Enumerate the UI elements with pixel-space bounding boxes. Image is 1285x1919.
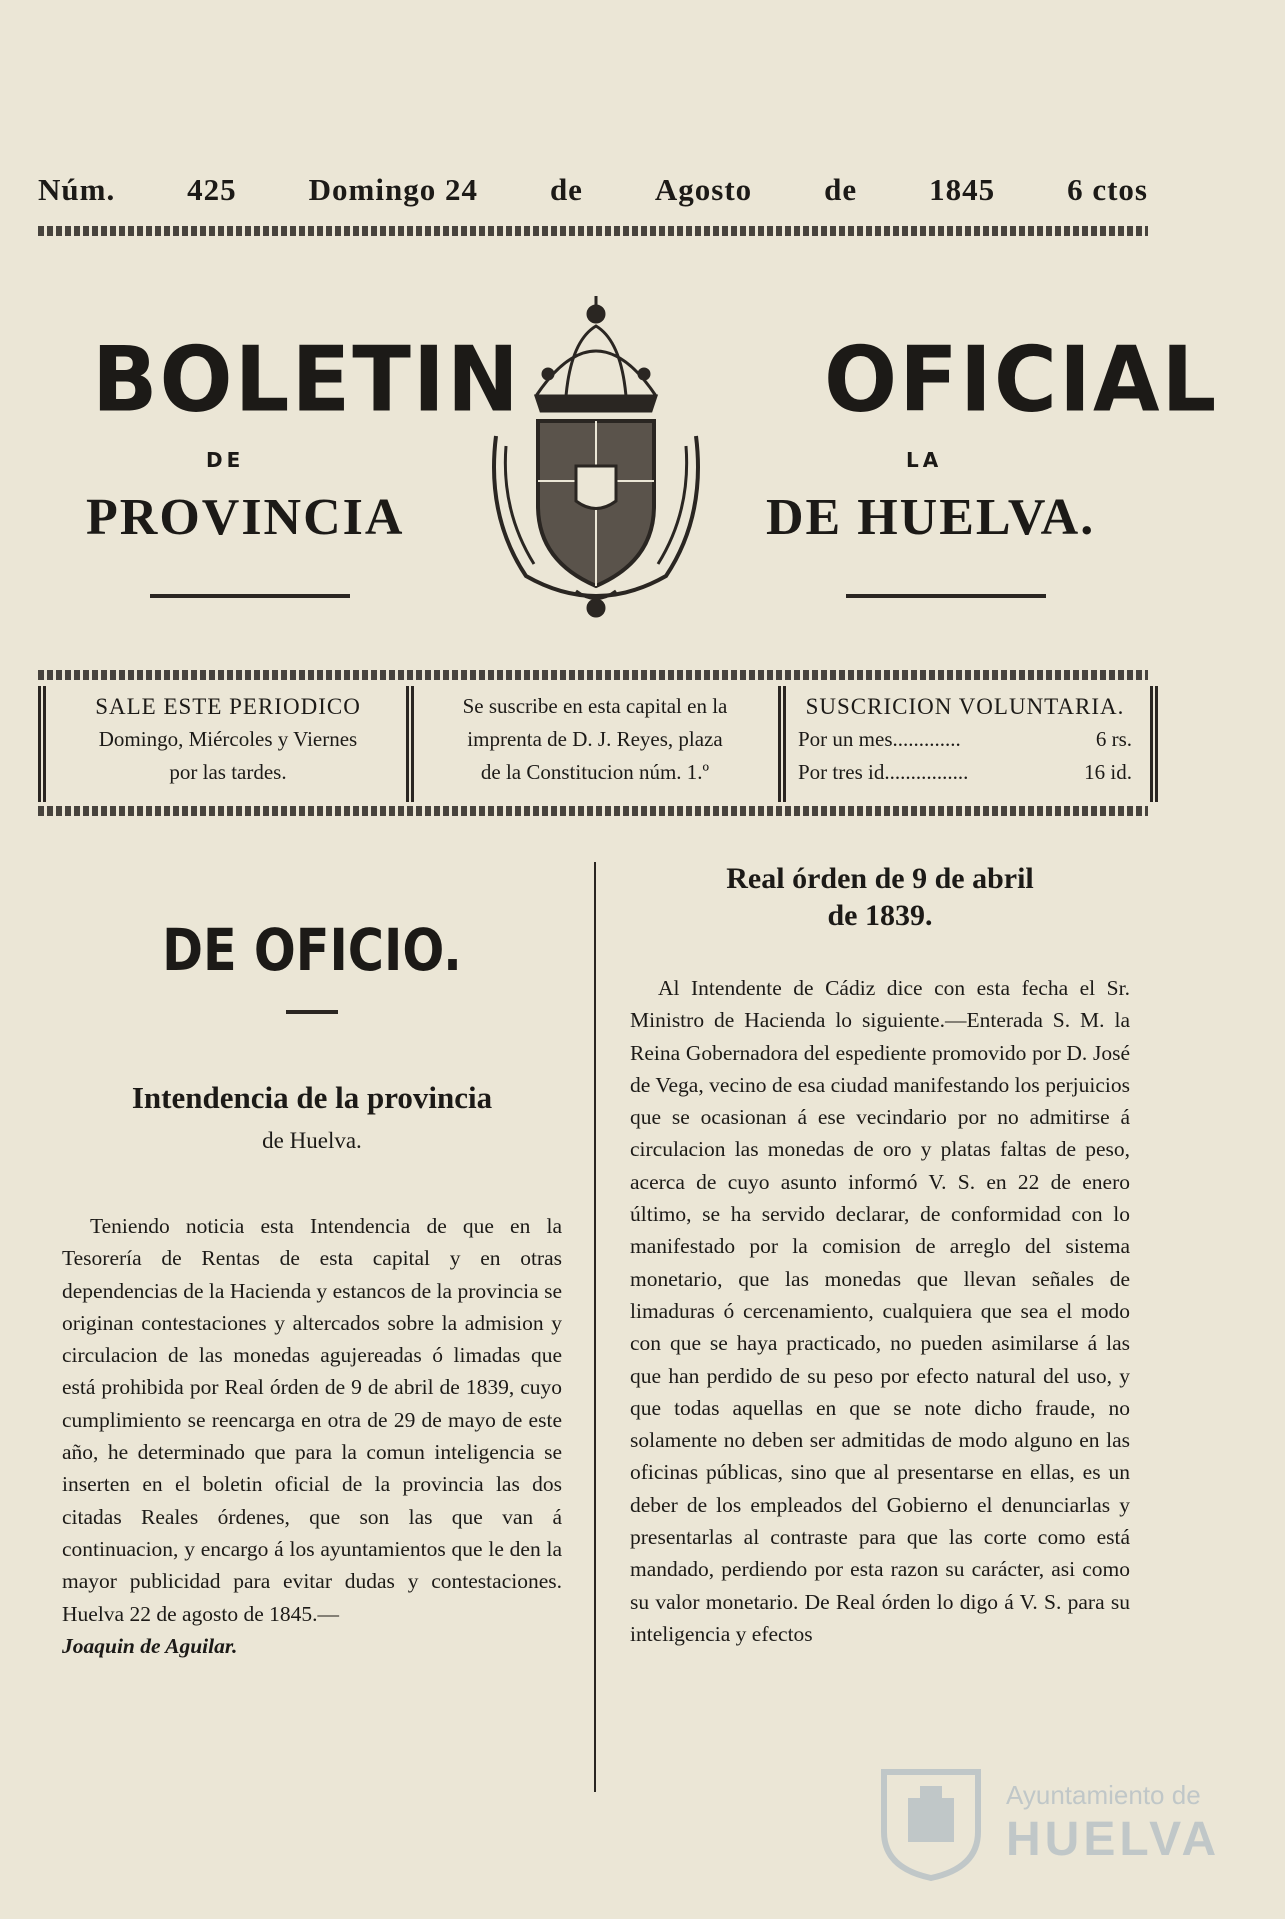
- schedule-time: por las tardes.: [169, 760, 287, 784]
- masthead-rule-right: [846, 594, 1046, 598]
- article-subheading: de Huelva.: [262, 1128, 362, 1153]
- dateline: [38, 172, 1148, 208]
- info-separator-3: [778, 686, 786, 802]
- ornamental-rule-info-top: [38, 670, 1148, 680]
- issue-number: 425: [187, 172, 237, 207]
- royal-coat-of-arms-icon: [466, 286, 726, 626]
- watermark-line-2: HUELVA: [1006, 1813, 1221, 1866]
- issue-day: Domingo 24: [308, 172, 478, 207]
- subscription-location-box: [420, 690, 770, 798]
- rate-month-label: Por un mes.............: [798, 727, 961, 751]
- rate-row-month: [790, 723, 1140, 756]
- rates-title: SUSCRICION VOLUNTARIA.: [805, 694, 1125, 719]
- ornamental-rule-top: [38, 226, 1148, 236]
- royal-order-heading-line-2: de 1839.: [827, 899, 933, 932]
- royal-order-body: Al Intendente de Cádiz dice con esta fecha el Sr. Ministro de Hacienda lo siguiente.—Enterada S. M. la Reina Gobernadora del espediente promovido por D. José de Vega, vecino de esa ciudad manifestando los perjuicios que se ocasionan á ese vecindario por no admitirse á circulacion las monedas de oro y platas faltas de peso, acerca de cuyo asunto informó V. S. en 22 de enero último, se ha servido declarar, de conformidad con lo manifestado por la comision de arreglo del sistema monetario, que las monedas que llevan señales de limaduras ó cercenamiento, cualquiera que sea el modo con que se haya practicado, no pueden asimilarse á las que han perdido de su peso por efecto natural del uso, y que todas aquellas en que se note dicho fraude, no solamente no deben ser admitidas de modo alguno en las oficinas públicas, sino que al presentarse en ellas, es un deber de los empleados del Gobierno el denunciarlas y presentarlas al contraste para que las corte como está mandado, perdiendo por esta razon su carácter, asi como su valor monetario. De Real órden lo digo á V. S. para su inteligencia y efectos: [630, 976, 1130, 1646]
- masthead-provincia: PROVINCIA: [86, 489, 405, 546]
- royal-order-heading: [630, 860, 1130, 934]
- subscription-line-3: de la Constitucion núm. 1.º: [480, 760, 710, 784]
- section-ornament: [286, 1010, 338, 1014]
- ornamental-rule-info-bottom: [38, 806, 1148, 816]
- watermark: [876, 1760, 1221, 1890]
- subscription-rates-box: [790, 690, 1140, 798]
- number-label: Núm.: [38, 172, 116, 207]
- right-column: [630, 860, 1130, 1672]
- column-divider: [594, 862, 596, 1792]
- issue-year: 1845: [929, 172, 996, 207]
- left-column: [62, 860, 562, 1684]
- date-de-1: de: [549, 172, 583, 207]
- rate-three-value: 16 id.: [1084, 760, 1132, 784]
- masthead-de: DE: [206, 448, 245, 472]
- rate-three-label: Por tres id................: [798, 760, 969, 784]
- info-separator-4: [1150, 686, 1158, 802]
- section-title: DE OFICIO.: [162, 916, 462, 984]
- subscription-line-2: imprenta de D. J. Reyes, plaza: [467, 727, 723, 751]
- date-de-2: de: [824, 172, 858, 207]
- city-shield-icon: [876, 1764, 986, 1882]
- masthead-la: LA: [906, 448, 943, 472]
- masthead-rule-left: [150, 594, 350, 598]
- article-body-text: Teniendo noticia esta Intendencia de que en la Tesorería de Rentas de esta capital y en otras dependencias de la Hacienda y estancos de la provincia se originan contestaciones y altercados sobre la admision y circulacion de las monedas agujereadas ó limadas que está prohibida por Real órden de 9 de abril de 1839, cuyo cumplimiento se reencarga en otra de 29 de mayo de este año, he determinado que para la comun inteligencia se inserten en el boletin oficial de la provincia las dos citadas Reales órdenes, que son las que van á continuacion, y encargo á los ayuntamientos que le den la mayor publicidad para evitar dudas y contestaciones. Huelva 22 de agosto de 1845.—: [62, 1214, 562, 1626]
- subscription-line-1: Se suscribe en esta capital en la: [462, 694, 728, 718]
- info-separator-2: [406, 686, 414, 802]
- publication-schedule-box: [58, 690, 398, 798]
- issue-price: 6 ctos: [1067, 172, 1148, 207]
- issue-month: Agosto: [654, 172, 753, 207]
- masthead-boletin: BOLETIN: [92, 327, 521, 433]
- article-heading: Intendencia de la provincia: [131, 1080, 493, 1115]
- watermark-line-1: Ayuntamiento de: [1006, 1780, 1201, 1810]
- article-body: [62, 1210, 562, 1662]
- info-separator-1: [38, 686, 46, 802]
- article-signature: Joaquin de Aguilar.: [62, 1633, 238, 1658]
- royal-order-heading-line-1: Real órden de 9 de abril: [726, 862, 1034, 895]
- masthead-de-huelva: DE HUELVA.: [766, 489, 1096, 546]
- rate-row-three-months: [790, 756, 1140, 789]
- schedule-title: SALE ESTE PERIODICO: [95, 694, 361, 719]
- rate-month-value: 6 rs.: [1095, 727, 1132, 751]
- masthead-oficial: OFICIAL: [824, 327, 1219, 433]
- schedule-days: Domingo, Miércoles y Viernes: [98, 727, 358, 751]
